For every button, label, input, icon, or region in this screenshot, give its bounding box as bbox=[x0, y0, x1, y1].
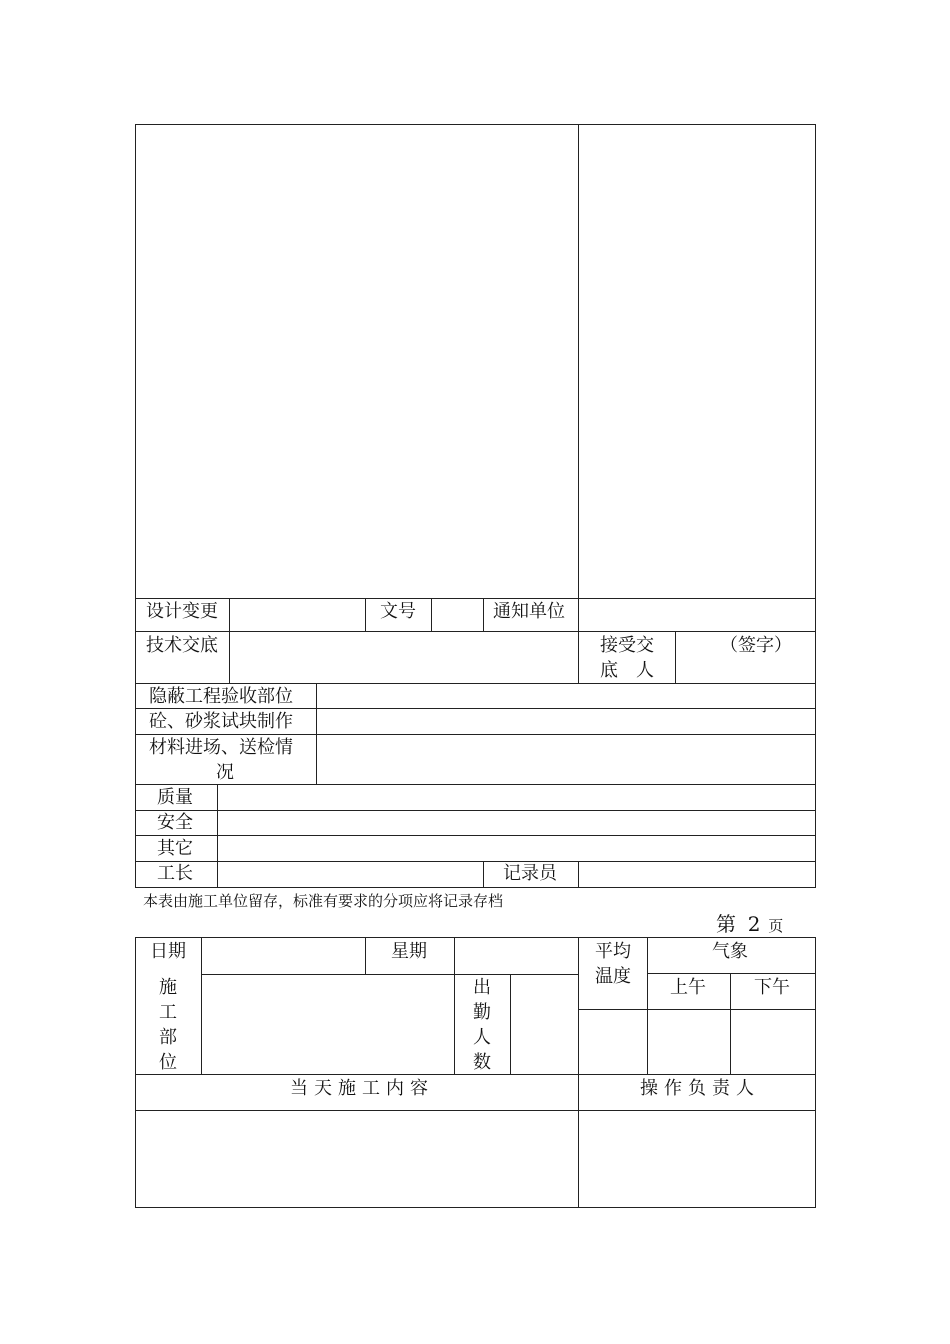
avg-temp-label-line1: 平均 bbox=[595, 941, 631, 962]
receiver-label-line1: 接受交 bbox=[600, 635, 654, 656]
hidden-work-label: 隐蔽工程验收部位 bbox=[149, 686, 293, 707]
am-label: 上午 bbox=[670, 977, 706, 998]
page-number bbox=[716, 911, 783, 939]
weather-label: 气象 bbox=[712, 941, 748, 962]
attendance-char-4: 数 bbox=[473, 1052, 491, 1073]
attendance-char-1: 出 bbox=[473, 977, 491, 998]
attendance-char-2: 勤 bbox=[473, 1002, 491, 1023]
tech-brief-label: 技术交底 bbox=[146, 635, 218, 656]
page-number-value: 2 bbox=[747, 912, 761, 936]
doc-number-label: 文号 bbox=[380, 601, 416, 622]
design-change-label: 设计变更 bbox=[146, 601, 218, 622]
attendance-char-3: 人 bbox=[473, 1027, 491, 1048]
weekday-label: 星期 bbox=[391, 941, 427, 962]
notify-unit-label: 通知单位 bbox=[493, 601, 565, 622]
site-label-char-2: 工 bbox=[159, 1002, 177, 1023]
receiver-label-line2: 底 人 bbox=[600, 660, 654, 681]
page-suffix: 页 bbox=[768, 917, 784, 935]
footnote: 本表由施工单位留存，标准有要求的分项应将记录存档 bbox=[143, 892, 504, 910]
avg-temp-label-line2: 温度 bbox=[595, 966, 631, 987]
operator-header: 操作负责人 bbox=[640, 1078, 760, 1099]
material-label-line2: 况 bbox=[216, 762, 234, 783]
quality-label: 质量 bbox=[157, 787, 193, 808]
other-label: 其它 bbox=[157, 838, 193, 859]
material-label-line1: 材料进场、送检情 bbox=[149, 737, 293, 758]
site-label-char-1: 施 bbox=[159, 977, 177, 998]
site-label-char-3: 部 bbox=[159, 1027, 177, 1048]
site-label-char-4: 位 bbox=[159, 1052, 177, 1073]
foreman-label: 工长 bbox=[157, 863, 193, 884]
page-prefix: 第 bbox=[716, 912, 736, 936]
signature-hint: （签字） bbox=[720, 635, 792, 656]
safety-label: 安全 bbox=[157, 812, 193, 833]
date-label: 日期 bbox=[150, 941, 186, 962]
pm-label: 下午 bbox=[754, 977, 790, 998]
recorder-label: 记录员 bbox=[503, 863, 557, 884]
specimen-label: 砼、砂浆试块制作 bbox=[149, 711, 293, 732]
daily-content-header: 当天施工内容 bbox=[290, 1078, 434, 1099]
